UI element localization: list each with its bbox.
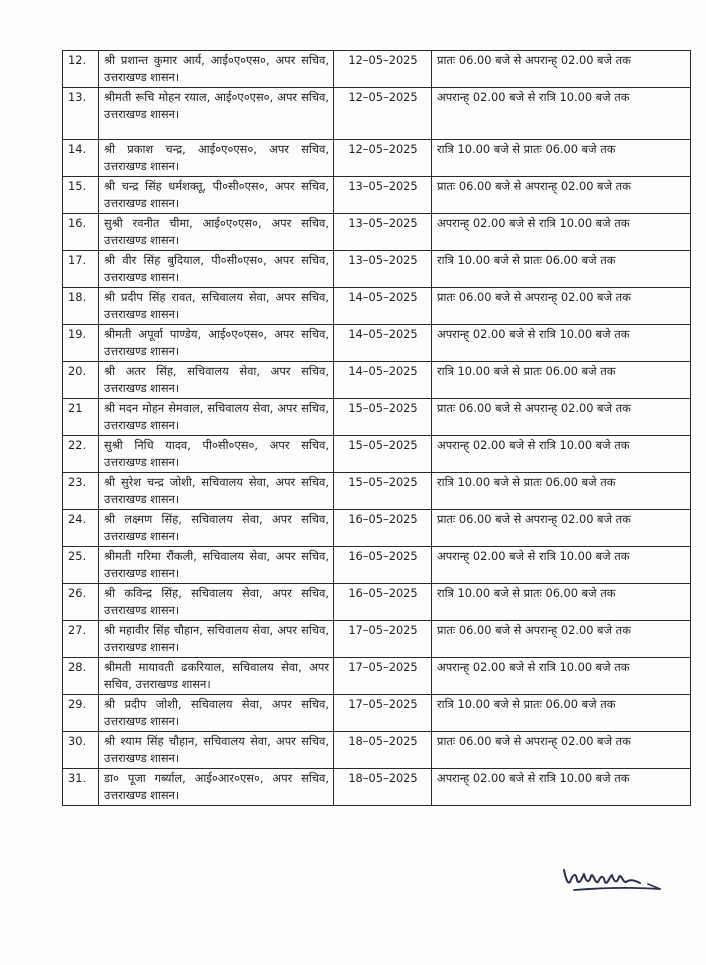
duty-roster-table xyxy=(62,50,691,806)
duty-time-cell: अपरान्ह् 02.00 बजे से रात्रि 10.00 बजे तक xyxy=(432,547,691,584)
duty-time-cell: प्रातः 06.00 बजे से अपरान्ह् 02.00 बजे तक xyxy=(432,732,691,769)
serial-number-cell: 28. xyxy=(63,658,99,695)
table-row xyxy=(63,769,691,806)
duty-time-cell: अपरान्ह् 02.00 बजे से रात्रि 10.00 बजे तक xyxy=(432,769,691,806)
officer-name-cell: श्री कविन्द्र सिंह, सचिवालय सेवा, अपर सचिव, उत्तराखण्ड शासन। xyxy=(99,584,334,621)
table-row xyxy=(63,251,691,288)
duty-time-cell: प्रातः 06.00 बजे से अपरान्ह् 02.00 बजे तक xyxy=(432,288,691,325)
duty-date-cell: 17–05–2025 xyxy=(334,658,432,695)
serial-number-cell: 22. xyxy=(63,436,99,473)
table-row xyxy=(63,473,691,510)
table-row xyxy=(63,177,691,214)
duty-time-cell: अपरान्ह् 02.00 बजे से रात्रि 10.00 बजे तक xyxy=(432,658,691,695)
duty-time-cell: रात्रि 10.00 बजे से प्रातः 06.00 बजे तक xyxy=(432,362,691,399)
officer-name-cell: श्री श्याम सिंह चौहान, सचिवालय सेवा, अपर सचिव, उत्तराखण्ड शासन। xyxy=(99,732,334,769)
duty-date-cell: 14–05–2025 xyxy=(334,325,432,362)
serial-number-cell: 25. xyxy=(63,547,99,584)
duty-date-cell: 16–05–2025 xyxy=(334,510,432,547)
officer-name-cell: श्री चन्द्र सिंह धर्मशक्तू, पी०सी०एस०, अपर सचिव, उत्तराखण्ड शासन। xyxy=(99,177,334,214)
duty-date-cell: 14–05–2025 xyxy=(334,362,432,399)
officer-name-cell: डा० पूजा गर्ब्याल, आई०आर०एस०, अपर सचिव, उत्तराखण्ड शासन। xyxy=(99,769,334,806)
duty-time-cell: प्रातः 06.00 बजे से अपरान्ह् 02.00 बजे तक xyxy=(432,399,691,436)
serial-number-cell: 13. xyxy=(63,88,99,140)
serial-number-cell: 31. xyxy=(63,769,99,806)
officer-name-cell: श्री मदन मोहन सेमवाल, सचिवालय सेवा, अपर सचिव, उत्तराखण्ड शासन। xyxy=(99,399,334,436)
serial-number-cell: 23. xyxy=(63,473,99,510)
serial-number-cell: 19. xyxy=(63,325,99,362)
table-row xyxy=(63,88,691,140)
duty-time-cell: प्रातः 06.00 बजे से अपरान्ह् 02.00 बजे तक xyxy=(432,510,691,547)
officer-name-cell: श्रीमती मायावती ढकरियाल, सचिवालय सेवा, अपर सचिव, उत्तराखण्ड शासन। xyxy=(99,658,334,695)
serial-number-cell: 24. xyxy=(63,510,99,547)
duty-time-cell: अपरान्ह् 02.00 बजे से रात्रि 10.00 बजे तक xyxy=(432,214,691,251)
table-row xyxy=(63,732,691,769)
table-row xyxy=(63,140,691,177)
table-row xyxy=(63,510,691,547)
duty-time-cell: रात्रि 10.00 बजे से प्रातः 06.00 बजे तक xyxy=(432,695,691,732)
table-row xyxy=(63,325,691,362)
table-row xyxy=(63,621,691,658)
table-row xyxy=(63,399,691,436)
officer-name-cell: श्रीमती अपूर्वा पाण्डेय, आई०ए०एस०, अपर सचिव, उत्तराखण्ड शासन। xyxy=(99,325,334,362)
serial-number-cell: 18. xyxy=(63,288,99,325)
duty-time-cell: रात्रि 10.00 बजे से प्रातः 06.00 बजे तक xyxy=(432,473,691,510)
table-row xyxy=(63,436,691,473)
duty-date-cell: 17–05–2025 xyxy=(334,695,432,732)
duty-date-cell: 12–05–2025 xyxy=(334,88,432,140)
table-row xyxy=(63,584,691,621)
duty-time-cell: प्रातः 06.00 बजे से अपरान्ह् 02.00 बजे तक xyxy=(432,621,691,658)
officer-name-cell: सुश्री निधि यादव, पी०सी०एस०, अपर सचिव, उत्तराखण्ड शासन। xyxy=(99,436,334,473)
duty-time-cell: अपरान्ह् 02.00 बजे से रात्रि 10.00 बजे तक xyxy=(432,325,691,362)
officer-name-cell: श्री प्रदीप जोशी, सचिवालय सेवा, अपर सचिव, उत्तराखण्ड शासन। xyxy=(99,695,334,732)
duty-date-cell: 18–05–2025 xyxy=(334,732,432,769)
duty-date-cell: 15–05–2025 xyxy=(334,399,432,436)
duty-date-cell: 12–05–2025 xyxy=(334,140,432,177)
table-row xyxy=(63,362,691,399)
duty-time-cell: अपरान्ह् 02.00 बजे से रात्रि 10.00 बजे तक xyxy=(432,88,691,140)
officer-name-cell: श्री प्रकाश चन्द्र, आई०ए०एस०, अपर सचिव, उत्तराखण्ड शासन। xyxy=(99,140,334,177)
serial-number-cell: 29. xyxy=(63,695,99,732)
officer-name-cell: श्री वीर सिंह बुदियाल, पी०सी०एस०, अपर सचिव, उत्तराखण्ड शासन। xyxy=(99,251,334,288)
duty-date-cell: 13–05–2025 xyxy=(334,251,432,288)
table-row xyxy=(63,547,691,584)
officer-name-cell: श्रीमती गरिमा रौंकली, सचिवालय सेवा, अपर सचिव, उत्तराखण्ड शासन। xyxy=(99,547,334,584)
table-row xyxy=(63,658,691,695)
serial-number-cell: 17. xyxy=(63,251,99,288)
duty-time-cell: अपरान्ह् 02.00 बजे से रात्रि 10.00 बजे तक xyxy=(432,436,691,473)
serial-number-cell: 16. xyxy=(63,214,99,251)
duty-date-cell: 15–05–2025 xyxy=(334,436,432,473)
officer-name-cell: श्री अतर सिंह, सचिवालय सेवा, अपर सचिव, उत्तराखण्ड शासन। xyxy=(99,362,334,399)
table-row xyxy=(63,51,691,88)
officer-name-cell: श्री प्रदीप सिंह रावत, सचिवालय सेवा, अपर सचिव, उत्तराखण्ड शासन। xyxy=(99,288,334,325)
duty-date-cell: 18–05–2025 xyxy=(334,769,432,806)
serial-number-cell: 15. xyxy=(63,177,99,214)
duty-date-cell: 13–05–2025 xyxy=(334,214,432,251)
duty-date-cell: 15–05–2025 xyxy=(334,473,432,510)
serial-number-cell: 12. xyxy=(63,51,99,88)
officer-name-cell: श्री महावीर सिंह चौहान, सचिवालय सेवा, अपर सचिव, उत्तराखण्ड शासन। xyxy=(99,621,334,658)
duty-time-cell: रात्रि 10.00 बजे से प्रातः 06.00 बजे तक xyxy=(432,584,691,621)
serial-number-cell: 30. xyxy=(63,732,99,769)
duty-time-cell: प्रातः 06.00 बजे से अपरान्ह् 02.00 बजे तक xyxy=(432,51,691,88)
officer-name-cell: श्री सुरेश चन्द्र जोशी, सचिवालय सेवा, अपर सचिव, उत्तराखण्ड शासन। xyxy=(99,473,334,510)
table-row xyxy=(63,214,691,251)
duty-date-cell: 17–05–2025 xyxy=(334,621,432,658)
duty-time-cell: रात्रि 10.00 बजे से प्रातः 06.00 बजे तक xyxy=(432,251,691,288)
duty-date-cell: 13–05–2025 xyxy=(334,177,432,214)
table-row xyxy=(63,288,691,325)
officer-name-cell: श्री प्रशान्त कुमार आर्य, आई०ए०एस०, अपर सचिव, उत्तराखण्ड शासन। xyxy=(99,51,334,88)
serial-number-cell: 27. xyxy=(63,621,99,658)
serial-number-cell: 21 xyxy=(63,399,99,436)
duty-date-cell: 12–05–2025 xyxy=(334,51,432,88)
serial-number-cell: 20. xyxy=(63,362,99,399)
duty-date-cell: 16–05–2025 xyxy=(334,584,432,621)
serial-number-cell: 14. xyxy=(63,140,99,177)
officer-name-cell: श्री लक्ष्मण सिंह, सचिवालय सेवा, अपर सचिव, उत्तराखण्ड शासन। xyxy=(99,510,334,547)
duty-time-cell: प्रातः 06.00 बजे से अपरान्ह् 02.00 बजे तक xyxy=(432,177,691,214)
table-row xyxy=(63,695,691,732)
officer-name-cell: सुश्री रवनीत चीमा, आई०ए०एस०, अपर सचिव, उत्तराखण्ड शासन। xyxy=(99,214,334,251)
duty-time-cell: रात्रि 10.00 बजे से प्रातः 06.00 बजे तक xyxy=(432,140,691,177)
duty-date-cell: 14–05–2025 xyxy=(334,288,432,325)
serial-number-cell: 26. xyxy=(63,584,99,621)
officer-name-cell: श्रीमती रूचि मोहन रयाल, आई०ए०एस०, अपर सचिव, उत्तराखण्ड शासन। xyxy=(99,88,334,140)
duty-date-cell: 16–05–2025 xyxy=(334,547,432,584)
duty-roster-body xyxy=(63,51,691,806)
signature-icon xyxy=(560,862,670,898)
